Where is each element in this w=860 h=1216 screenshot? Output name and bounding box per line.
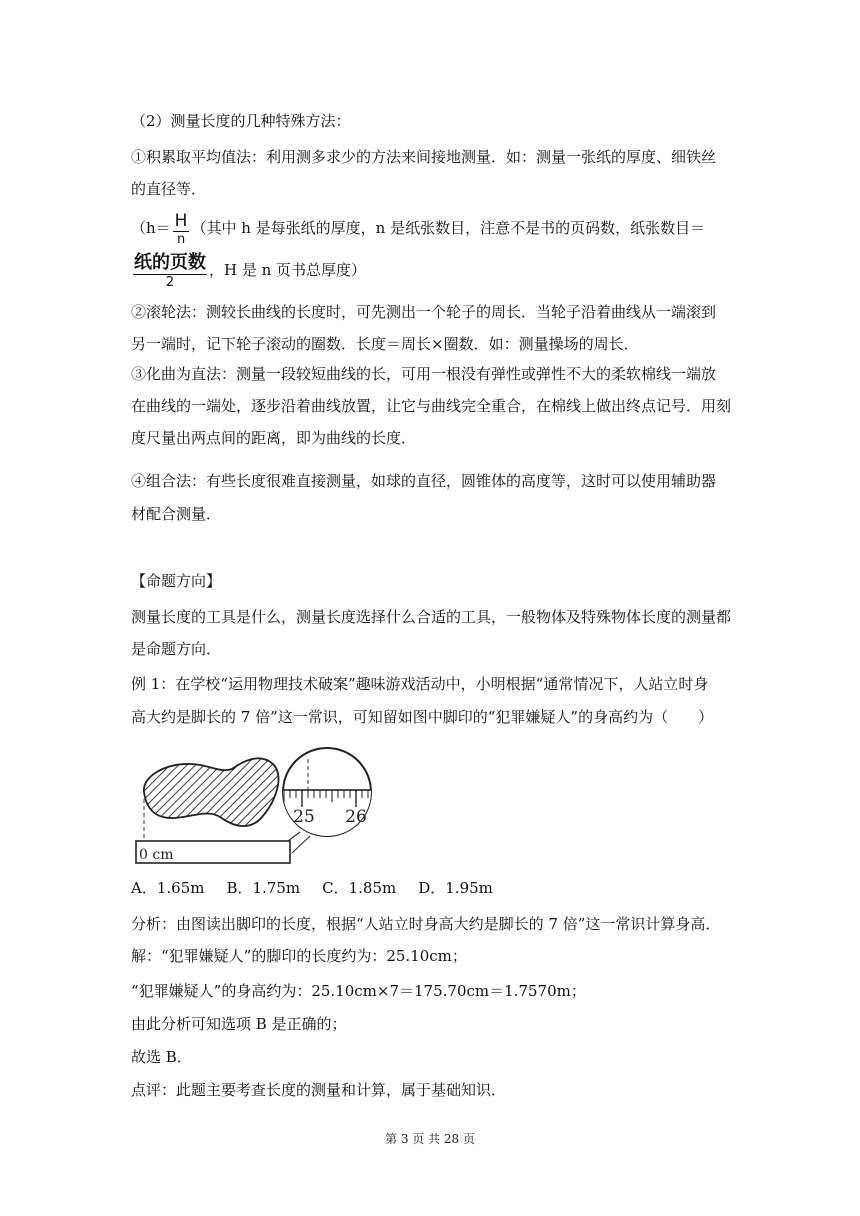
ruler-zero-label: 0 cm [139,847,174,863]
comment: 点评：此题主要考查长度的测量和计算，属于基础知识． [131,1081,507,1099]
example-line-1: 例 1：在学校“运用物理技术破案”趣味游戏活动中，小明根据“通常情况下，人站立时身 [131,675,709,693]
method-3-line-1: ③化曲为直法：测量一段较短曲线的长，可用一根没有弹性或弹性不大的柔软棉线一端放 [131,365,717,383]
analysis: 分析：由图读出脚印的长度，根据“人站立时身高大约是脚长的 7 倍”这一常识计算身高． [131,915,721,933]
formula-prefix: （h＝ [131,219,171,237]
page-footer: 第 3 页 共 28 页 [385,1132,475,1146]
method-2-line-2: 另一端时，记下轮子滚动的圈数．长度＝周长×圈数．如：测量操场的周长． [131,335,639,353]
solution-line-3: 由此分析可知选项 B 是正确的； [131,1015,347,1033]
fraction-h-over-n [173,210,190,247]
tick-label-25: 25 [293,807,315,827]
formula-explanation: （其中 h 是每张纸的厚度，n 是纸张数目，注意不是书的页码数，纸张数目＝ [191,219,706,237]
method-3-line-2: 在曲线的一端处，逐步沿着曲线放置，让它与曲线完全重合，在棉线上做出终点记号．用刻 [131,397,732,415]
option-c: C．1.85m [322,879,397,897]
heading: （2）测量长度的几种特殊方法： [131,112,351,130]
example-line-2: 高大约是脚长的 7 倍”这一常识，可知留如图中脚印的“犯罪嫌疑人”的身高约为（ ） [131,708,714,726]
answer-options [131,878,741,898]
formula-suffix: ，H 是 n 页书总厚度） [209,261,367,279]
fraction-numerator: H [174,210,188,231]
solution-line-1: 解：“犯罪嫌疑人”的脚印的长度约为：25.10cm； [131,947,467,965]
method-1-line-2: 的直径等． [131,180,207,198]
callout-line [292,836,310,853]
section-title: 【命题方向】 [131,572,222,590]
method-4-line-1: ④组合法：有些长度很难直接测量，如球的直径，圆锥体的高度等，这时可以使用辅助器 [131,472,717,490]
footprint-ruler-figure [134,741,396,867]
method-2-line-1: ②滚轮法：测较长曲线的长度时，可先测出一个轮子的周长．当轮子沿着曲线从一端滚到 [131,303,717,321]
solution-line-2: “犯罪嫌疑人”的身高约为：25.10cm×7＝175.70cm＝1.7570m； [131,982,586,1000]
option-a: A．1.65m [131,879,205,897]
option-d: D．1.95m [418,879,493,897]
option-b: B．1.75m [226,879,301,897]
fraction-denominator: 2 [165,274,175,290]
footprint-shape [144,758,279,826]
method-3-line-3: 度尺量出两点间的距离，即为曲线的长度． [131,429,417,447]
callout-line [288,832,300,841]
formula-line-1 [131,210,741,246]
method-1-line-1: ①积累取平均值法：利用测多求少的方法来间接地测量．如：测量一张纸的厚度、细铁丝 [131,148,717,166]
direction-line-1: 测量长度的工具是什么，测量长度选择什么合适的工具，一般物体及特殊物体长度的测量都 [131,608,732,626]
solution-line-4: 故选 B． [131,1048,192,1066]
fraction-numerator: 纸的页数 [134,251,206,273]
formula-line-2 [131,250,741,290]
method-4-line-2: 材配合测量． [131,505,222,523]
tick-label-26: 26 [345,807,367,827]
fraction-denominator: n [176,231,186,247]
fraction-pages-over-two [133,251,207,290]
direction-line-2: 是命题方向． [131,640,222,658]
